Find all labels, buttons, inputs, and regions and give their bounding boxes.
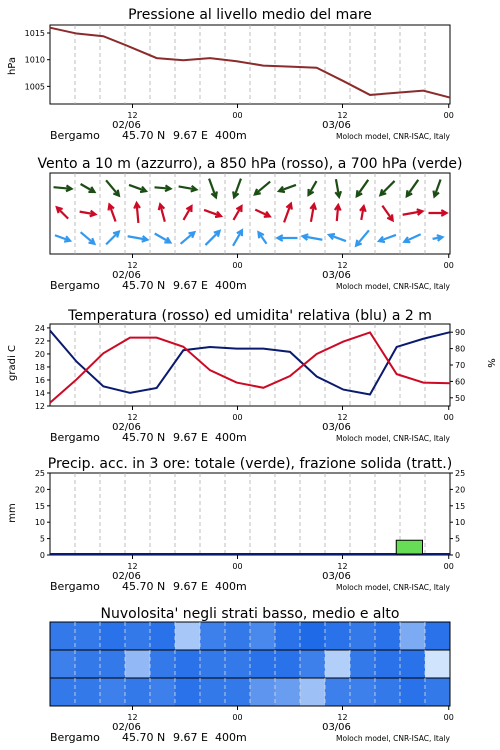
temp-ytick-label: 16 [34,375,45,385]
humidity-ytick-label: 80 [455,344,466,354]
wind-model-label: Moloch model, CNR-ISAC, Italy [336,282,450,291]
precip-ytick-label: 15 [34,501,45,511]
cloud-cell-medio [425,650,451,678]
pressure-date-label: 02/06 [112,120,141,131]
precip-ylabel: mm [7,503,18,523]
wind-station-name: Bergamo [50,279,100,292]
humidity-ytick-label: 50 [455,393,466,403]
temp-ytick-label: 20 [34,349,45,359]
pressure-xtick-label: 00 [232,111,243,120]
precip-ytick-label-right: 20 [455,485,466,495]
pressure-xtick-label: 12 [127,111,138,120]
cloud-cell-alto [50,622,76,650]
precip-bar [396,540,422,554]
wind-xtick-label: 12 [127,261,138,270]
wind-date-label: 03/06 [322,270,351,281]
precip-ytick-label: 20 [34,485,45,495]
cloud-cell-medio [175,650,201,678]
cloud-cell-alto [175,622,201,650]
wind-arrow-10m [106,232,119,245]
cloud-cell-alto [125,622,151,650]
wind-station-lat: 45.70 N [122,279,166,292]
cloud-cell-alto [225,622,251,650]
pressure-title: Pressione al livello medio del mare [128,7,372,23]
cloud-cell-medio [100,650,126,678]
cloud-cell-basso [275,678,301,706]
temp-ytick-label: 14 [34,388,45,398]
cloud-cell-medio [250,650,276,678]
precip-title: Precip. acc. in 3 ore: totale (verde), frazione solida (tratt.) [47,456,453,472]
wind-arrow-10m [205,231,219,245]
temp-station-lon: 9.67 E [173,431,208,444]
cloud-cell-alto [75,622,101,650]
humidity-ytick-label: 60 [455,377,466,387]
temp-xtick-label: 12 [337,413,348,422]
temp-ytick-label: 22 [34,336,45,346]
temp-station-alt: 400m [215,431,247,444]
cloud-cell-basso [150,678,176,706]
clouds-xtick-label: 12 [127,713,138,722]
cloud-cell-alto [400,622,426,650]
cloud-cell-basso [175,678,201,706]
pressure-station-lon: 9.67 E [173,129,208,142]
cloud-cell-basso [350,678,376,706]
wind-arrow-10m [356,230,369,245]
precip-station-lon: 9.67 E [173,580,208,593]
cloud-cell-basso [200,678,226,706]
precip-date-label: 03/06 [322,571,351,582]
precip-ytick-label-right: 5 [455,534,461,544]
precip-xtick-label: 00 [232,562,243,571]
pressure-line [50,28,450,98]
clouds-station-alt: 400m [215,731,247,744]
wind-arrow-700hpa [106,180,119,195]
cloud-cell-basso [50,678,76,706]
precip-xtick-label: 00 [443,562,454,571]
cloud-cell-alto [250,622,276,650]
pressure-ytick-label: 1015 [24,29,45,39]
cloud-cell-alto [325,622,351,650]
wind-arrow-700hpa [407,180,418,196]
wind-station-alt: 400m [215,279,247,292]
cloud-cell-alto [350,622,376,650]
pressure-ytick-label: 1005 [24,82,45,92]
clouds-xtick-label: 12 [337,713,348,722]
clouds-title: Nuvolosita' negli strati basso, medio e alto [100,606,400,622]
cloud-cell-alto [425,622,451,650]
wind-xtick-label: 00 [443,261,454,270]
temp-xtick-label: 12 [127,413,138,422]
pressure-xtick-label: 00 [443,111,454,120]
humidity-ytick-label: 70 [455,361,466,370]
cloud-cell-alto [200,622,226,650]
wind-arrow-700hpa [357,180,368,196]
temp-date-label: 02/06 [112,422,141,433]
wind-date-label: 02/06 [112,270,141,281]
cloud-cell-alto [150,622,176,650]
clouds-date-label: 03/06 [322,722,351,733]
precip-ytick-label-right: 25 [455,469,466,478]
cloud-cell-basso [400,678,426,706]
cloud-cell-medio [225,650,251,678]
cloud-cell-medio [325,650,351,678]
cloud-cell-basso [325,678,351,706]
temp-xtick-label: 00 [443,413,454,422]
cloud-cell-medio [350,650,376,678]
temp-ylabel-right: % [485,358,496,368]
temp-ylabel: gradi C [7,345,18,381]
clouds-xtick-label: 00 [443,713,454,722]
cloud-cell-medio [150,650,176,678]
clouds-model-label: Moloch model, CNR-ISAC, Italy [336,734,450,743]
cloud-cell-basso [100,678,126,706]
temp-model-label: Moloch model, CNR-ISAC, Italy [336,434,450,443]
cloud-cell-medio [50,650,76,678]
cloud-cell-alto [100,622,126,650]
cloud-cell-medio [375,650,401,678]
precip-ytick-label: 10 [34,518,45,528]
temp-title: Temperatura (rosso) ed umidita' relativa (blu) a 2 m [68,308,432,324]
clouds-station-lon: 9.67 E [173,731,208,744]
temp-station-lat: 45.70 N [122,431,166,444]
precip-ytick-label-right: 10 [455,518,466,528]
precip-ytick-label-right: 0 [455,551,461,560]
temp-ytick-label: 12 [34,402,45,411]
precip-ytick-label: 25 [34,469,45,478]
clouds-station-name: Bergamo [50,731,100,744]
cloud-cell-alto [300,622,326,650]
cloud-cell-alto [375,622,401,650]
cloud-cell-basso [375,678,401,706]
pressure-model-label: Moloch model, CNR-ISAC, Italy [336,132,450,141]
temp-xtick-label: 00 [232,413,243,422]
precip-ytick-label: 0 [39,551,45,560]
cloud-cell-basso [250,678,276,706]
temp-ytick-label: 24 [34,323,45,333]
precip-station-name: Bergamo [50,580,100,593]
pressure-ytick-label: 1010 [24,55,45,65]
cloud-cell-basso [75,678,101,706]
cloud-cell-basso [225,678,251,706]
wind-arrow-10m [181,232,195,244]
wind-arrow-10m [81,232,95,244]
cloud-cell-medio [275,650,301,678]
cloud-cell-medio [125,650,151,678]
temp-date-label: 03/06 [322,422,351,433]
precip-frame [50,473,450,555]
precip-model-label: Moloch model, CNR-ISAC, Italy [336,583,450,592]
cloud-cell-medio [200,650,226,678]
cloud-cell-alto [275,622,301,650]
pressure-xtick-label: 12 [337,111,348,120]
clouds-xtick-label: 00 [232,713,243,722]
wind-arrow-700hpa [255,182,270,195]
pressure-frame [50,25,450,104]
wind-xtick-label: 12 [337,261,348,270]
pressure-station-name: Bergamo [50,129,100,142]
precip-ytick-label-right: 15 [455,501,466,511]
wind-title: Vento a 10 m (azzurro), a 850 hPa (rosso), a 700 hPa (verde) [37,156,463,172]
clouds-date-label: 02/06 [112,722,141,733]
temp-ytick-label: 18 [34,362,45,372]
cloud-cell-medio [300,650,326,678]
temp-station-name: Bergamo [50,431,100,444]
precip-xtick-label: 12 [127,562,138,571]
pressure-date-label: 03/06 [322,120,351,131]
cloud-cell-basso [125,678,151,706]
pressure-ylabel: hPa [7,56,18,76]
precip-xtick-label: 12 [337,562,348,571]
precip-date-label: 02/06 [112,571,141,582]
precip-station-lat: 45.70 N [122,580,166,593]
cloud-cell-basso [425,678,451,706]
precip-station-alt: 400m [215,580,247,593]
wind-station-lon: 9.67 E [173,279,208,292]
cloud-cell-basso [300,678,326,706]
wind-xtick-label: 00 [232,261,243,270]
precip-ytick-label: 5 [39,534,45,544]
humidity-ytick-label: 90 [455,328,466,338]
pressure-station-alt: 400m [215,129,247,142]
cloud-cell-medio [75,650,101,678]
wind-arrow-700hpa [380,181,394,195]
pressure-station-lat: 45.70 N [122,129,166,142]
cloud-cell-medio [400,650,426,678]
clouds-station-lat: 45.70 N [122,731,166,744]
